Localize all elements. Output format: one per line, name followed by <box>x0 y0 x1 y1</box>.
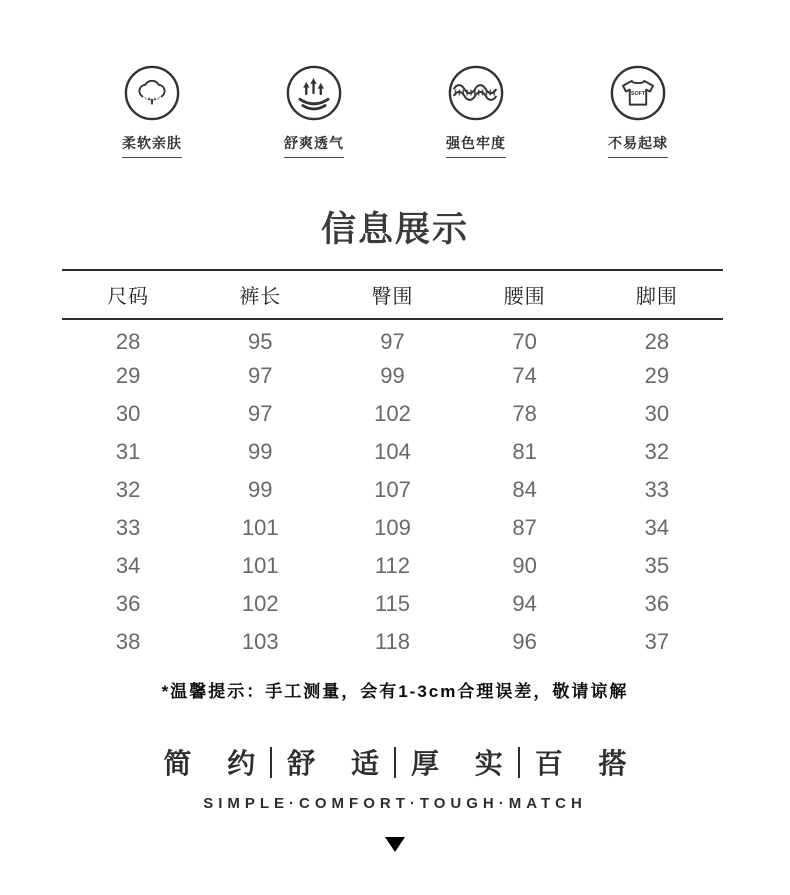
cell-length: 101 <box>241 553 279 578</box>
col-header-size: 尺码 <box>107 286 150 308</box>
slogan-part: 简 约 <box>163 748 270 779</box>
colorfast-icon <box>447 64 505 122</box>
cell-hip: 107 <box>374 477 411 502</box>
slogan-part: 百 搭 <box>534 748 641 779</box>
cell-size: 30 <box>115 401 141 426</box>
size-table-header <box>62 270 723 319</box>
cell-leg: 35 <box>644 553 670 578</box>
cell-size: 38 <box>115 629 141 654</box>
feature-colorfast <box>446 64 506 158</box>
no-pilling-icon <box>609 64 667 122</box>
slogan-divider <box>518 747 520 778</box>
col-header-waist: 腰围 <box>503 286 546 308</box>
size-table <box>62 269 723 661</box>
cell-waist: 81 <box>512 439 537 464</box>
section-title: 信息展示 <box>320 210 469 249</box>
cell-waist: 94 <box>512 591 537 616</box>
slogan-divider <box>270 747 272 778</box>
product-info-page <box>0 64 790 895</box>
col-header-hip: 臀围 <box>371 286 414 308</box>
cell-length: 95 <box>248 328 273 354</box>
tshirt-soft-text: SOFT <box>630 90 646 97</box>
feature-badges-row <box>0 64 790 158</box>
slogan-divider <box>394 747 396 778</box>
table-row <box>62 471 723 509</box>
cell-hip: 115 <box>374 591 410 616</box>
cell-size: 28 <box>115 328 141 354</box>
cell-leg: 29 <box>644 363 670 388</box>
feature-breathable <box>284 64 344 158</box>
cell-leg: 37 <box>644 629 670 654</box>
feature-label: 不易起球 <box>608 133 668 158</box>
table-row <box>62 509 723 547</box>
col-header-leg: 脚围 <box>635 286 678 308</box>
cell-waist: 96 <box>512 629 537 654</box>
cell-leg: 33 <box>644 477 670 502</box>
cell-length: 99 <box>248 477 273 502</box>
cell-hip: 112 <box>374 553 410 578</box>
breathable-icon <box>285 64 343 122</box>
cell-length: 97 <box>248 401 273 426</box>
table-row <box>62 547 723 585</box>
cell-size: 36 <box>115 591 141 616</box>
cell-hip: 118 <box>374 629 410 654</box>
cell-leg: 34 <box>644 515 670 540</box>
cell-hip: 104 <box>374 439 411 464</box>
cell-size: 33 <box>115 515 141 540</box>
table-row <box>62 433 723 471</box>
cell-length: 97 <box>248 363 273 388</box>
cell-length: 103 <box>241 629 279 654</box>
cell-waist: 87 <box>512 515 537 540</box>
cell-length: 99 <box>248 439 273 464</box>
cell-waist: 84 <box>512 477 537 502</box>
cell-length: 101 <box>241 515 279 540</box>
cell-hip: 99 <box>380 363 405 388</box>
feature-label: 舒爽透气 <box>284 133 344 158</box>
down-triangle-icon <box>385 837 405 852</box>
feature-label: 柔软亲肤 <box>122 133 182 158</box>
feature-label: 强色牢度 <box>446 133 506 158</box>
cell-hip: 102 <box>374 401 411 426</box>
cell-hip: 109 <box>374 515 411 540</box>
cell-length: 102 <box>241 591 279 616</box>
cell-waist: 90 <box>512 553 537 578</box>
cell-waist: 74 <box>512 363 537 388</box>
cell-leg: 30 <box>644 401 670 426</box>
cotton-icon <box>123 64 181 122</box>
cell-hip: 97 <box>380 328 405 354</box>
cell-waist: 70 <box>512 328 537 354</box>
cell-leg: 28 <box>644 328 670 354</box>
slogan-en: SIMPLE·COMFORT·TOUGH·MATCH <box>203 795 587 812</box>
cell-size: 34 <box>115 553 141 578</box>
measurement-note: *温馨提示：手工测量，会有1-3cm合理误差，敬请谅解 <box>161 682 629 701</box>
cell-size: 29 <box>115 363 141 388</box>
cell-leg: 36 <box>644 591 670 616</box>
table-row <box>62 585 723 623</box>
table-row <box>62 623 723 661</box>
slogan-cn <box>0 742 790 782</box>
cell-size: 32 <box>115 477 141 502</box>
table-row <box>62 395 723 433</box>
feature-no-pilling <box>608 64 668 158</box>
col-header-length: 裤长 <box>239 286 282 308</box>
feature-soft-skin <box>122 64 182 158</box>
slogan-part: 舒 适 <box>287 748 393 779</box>
cell-leg: 32 <box>644 439 670 464</box>
cell-size: 31 <box>115 439 141 464</box>
table-row <box>62 357 723 395</box>
slogan-part: 厚 实 <box>411 748 517 779</box>
cell-waist: 78 <box>512 401 537 426</box>
table-row <box>62 319 723 357</box>
